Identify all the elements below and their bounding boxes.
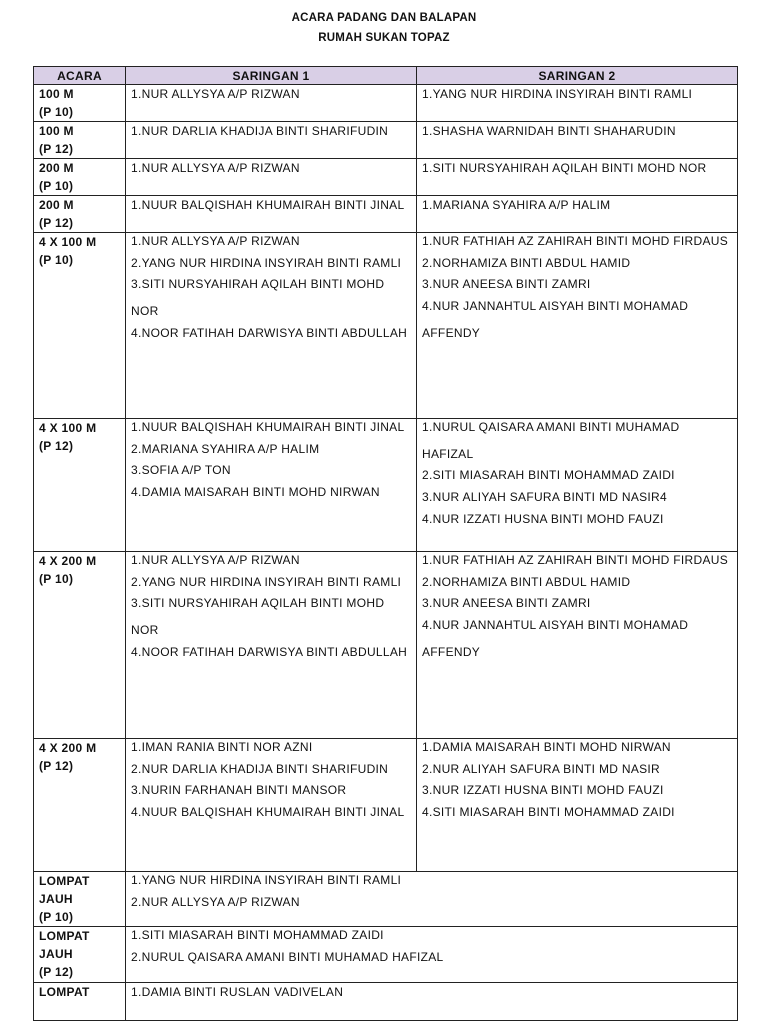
participant-name: 3.NURIN FARHANAH BINTI MANSOR: [131, 783, 347, 798]
saringan-2-cell: [417, 159, 738, 196]
participant-name: 4.SITI MIASARAH BINTI MOHAMMAD ZAIDI: [422, 805, 675, 820]
event-label: LOMPAT: [39, 929, 90, 943]
saringan-1-cell: [126, 122, 417, 159]
table-row: [34, 196, 738, 233]
participant-name: 1.NUUR BALQISHAH KHUMAIRAH BINTI JINAL: [131, 420, 405, 434]
event-label: 4 X 200 M: [39, 554, 97, 568]
saringan-2-cell: [417, 122, 738, 159]
table-header-row: [34, 67, 738, 85]
event-label: (P 12): [39, 439, 74, 453]
event-label: (P 10): [39, 253, 74, 267]
participants-cell: [126, 983, 738, 1021]
participant-name: 1.NURUL QAISARA AMANI BINTI MUHAMAD HAFIZAL: [422, 420, 680, 461]
event-cell: [34, 872, 126, 927]
participant-name: 3.NUR ALIYAH SAFURA BINTI MD NASIR4: [422, 490, 667, 505]
table-row: [34, 233, 738, 419]
column-header-saringan-2: SARINGAN 2: [417, 67, 738, 85]
participant-name: 2.SITI MIASARAH BINTI MOHAMMAD ZAIDI: [422, 468, 675, 483]
participant-name: 1.DAMIA MAISARAH BINTI MOHD NIRWAN: [422, 740, 671, 754]
saringan-2-cell: [417, 85, 738, 122]
event-label: (P 10): [39, 572, 74, 586]
participant-name: 1.SHASHA WARNIDAH BINTI SHAHARUDIN: [422, 124, 676, 138]
participant-name: 4.NOOR FATIHAH DARWISYA BINTI ABDULLAH: [131, 325, 408, 340]
event-label: JAUH: [39, 947, 73, 961]
event-label: 100 M: [39, 87, 74, 101]
participant-name: 1.NUR ALLYSYA A/P RIZWAN: [131, 161, 300, 175]
participant-name: 1.SITI MIASARAH BINTI MOHAMMAD ZAIDI: [131, 928, 384, 942]
participant-name: 3.SOFIA A/P TON: [131, 463, 231, 478]
participant-name: 3.NUR IZZATI HUSNA BINTI MOHD FAUZI: [422, 783, 664, 798]
participant-name: 2.YANG NUR HIRDINA INSYIRAH BINTI RAMLI: [131, 255, 402, 270]
participant-name: 3.SITI NURSYAHIRAH AQILAH BINTI MOHD NOR: [131, 596, 385, 638]
event-label: 4 X 200 M: [39, 741, 97, 755]
participant-name: 2.MARIANA SYAHIRA A/P HALIM: [131, 441, 320, 456]
event-label: LOMPAT: [39, 985, 90, 999]
events-table: [33, 66, 738, 1021]
table-row: [34, 419, 738, 552]
event-label: (P 10): [39, 910, 74, 924]
event-label: 4 X 100 M: [39, 235, 97, 249]
column-header-acara: ACARA: [34, 67, 126, 85]
event-cell: [34, 233, 126, 419]
event-cell: [34, 983, 126, 1021]
participant-name: 2.NUR DARLIA KHADIJA BINTI SHARIFUDIN: [131, 761, 389, 776]
participant-name: 1.NUR ALLYSYA A/P RIZWAN: [131, 234, 300, 248]
table-row: [34, 739, 738, 872]
event-cell: [34, 419, 126, 552]
participant-name: 2.NUR ALLYSYA A/P RIZWAN: [131, 894, 300, 909]
table-row: [34, 927, 738, 983]
participant-name: 1.NUR DARLIA KHADIJA BINTI SHARIFUDIN: [131, 124, 389, 138]
event-label: 100 M: [39, 124, 74, 138]
saringan-1-cell: [126, 419, 417, 552]
table-row: [34, 983, 738, 1021]
table-row: [34, 85, 738, 122]
participants-cell: [126, 927, 738, 983]
participant-name: 1.SITI NURSYAHIRAH AQILAH BINTI MOHD NOR: [422, 161, 707, 175]
participant-name: 4.NUR JANNAHTUL AISYAH BINTI MOHAMAD AFFENDY: [422, 299, 689, 340]
event-label: 200 M: [39, 198, 74, 212]
participant-name: 2.NURUL QAISARA AMANI BINTI MUHAMAD HAFIZAL: [131, 949, 444, 964]
participant-name: 4.NUR IZZATI HUSNA BINTI MOHD FAUZI: [422, 511, 664, 526]
event-cell: [34, 159, 126, 196]
participant-name: 1.NUUR BALQISHAH KHUMAIRAH BINTI JINAL: [131, 198, 405, 212]
saringan-1-cell: [126, 196, 417, 233]
participant-name: 1.NUR FATHIAH AZ ZAHIRAH BINTI MOHD FIRDAUS: [422, 234, 729, 248]
saringan-2-cell: [417, 552, 738, 739]
saringan-1-cell: [126, 739, 417, 872]
participant-name: 2.NORHAMIZA BINTI ABDUL HAMID: [422, 255, 631, 270]
event-label: (P 12): [39, 759, 74, 773]
saringan-2-cell: [417, 419, 738, 552]
participant-name: 1.MARIANA SYAHIRA A/P HALIM: [422, 198, 611, 212]
event-cell: [34, 196, 126, 233]
event-cell: [34, 927, 126, 983]
event-label: (P 10): [39, 179, 74, 193]
document-subtitle: RUMAH SUKAN TOPAZ: [318, 32, 450, 44]
event-label: (P 12): [39, 216, 74, 230]
saringan-2-cell: [417, 233, 738, 419]
participant-name: 4.NUR JANNAHTUL AISYAH BINTI MOHAMAD AFFENDY: [422, 618, 689, 659]
saringan-2-cell: [417, 196, 738, 233]
participant-name: 2.NORHAMIZA BINTI ABDUL HAMID: [422, 574, 631, 589]
participant-name: 4.DAMIA MAISARAH BINTI MOHD NIRWAN: [131, 485, 380, 500]
participant-name: 1.YANG NUR HIRDINA INSYIRAH BINTI RAMLI: [131, 873, 402, 887]
column-header-saringan-1: SARINGAN 1: [126, 67, 417, 85]
participant-name: 2.NUR ALIYAH SAFURA BINTI MD NASIR: [422, 761, 661, 776]
participant-name: 3.NUR ANEESA BINTI ZAMRI: [422, 596, 591, 611]
saringan-1-cell: [126, 233, 417, 419]
event-label: (P 12): [39, 142, 74, 156]
event-cell: [34, 85, 126, 122]
event-cell: [34, 552, 126, 739]
participant-name: 4.NOOR FATIHAH DARWISYA BINTI ABDULLAH: [131, 644, 408, 659]
participant-name: 3.SITI NURSYAHIRAH AQILAH BINTI MOHD NOR: [131, 277, 385, 319]
table-row: [34, 159, 738, 196]
event-label: JAUH: [39, 892, 73, 906]
participant-name: 1.NUR ALLYSYA A/P RIZWAN: [131, 553, 300, 567]
table-row: [34, 872, 738, 927]
participants-cell: [126, 872, 738, 927]
saringan-2-cell: [417, 739, 738, 872]
event-cell: [34, 122, 126, 159]
participant-name: 1.NUR ALLYSYA A/P RIZWAN: [131, 87, 300, 101]
table-body: [34, 85, 738, 1021]
participant-name: 4.NUUR BALQISHAH KHUMAIRAH BINTI JINAL: [131, 805, 405, 820]
table-row: [34, 122, 738, 159]
participant-name: 1.YANG NUR HIRDINA INSYIRAH BINTI RAMLI: [422, 87, 693, 101]
participant-name: 1.NUR FATHIAH AZ ZAHIRAH BINTI MOHD FIRDAUS: [422, 553, 729, 567]
participant-name: 1.IMAN RANIA BINTI NOR AZNI: [131, 740, 313, 754]
participant-name: 1.DAMIA BINTI RUSLAN VADIVELAN: [131, 985, 344, 999]
event-label: 200 M: [39, 161, 74, 175]
table-row: [34, 552, 738, 739]
event-label: (P 12): [39, 965, 74, 979]
participant-name: 2.YANG NUR HIRDINA INSYIRAH BINTI RAMLI: [131, 574, 402, 589]
document-title: ACARA PADANG DAN BALAPAN: [291, 12, 477, 24]
event-cell: [34, 739, 126, 872]
saringan-1-cell: [126, 159, 417, 196]
event-label: 4 X 100 M: [39, 421, 97, 435]
event-label: LOMPAT: [39, 874, 90, 888]
participant-name: 3.NUR ANEESA BINTI ZAMRI: [422, 277, 591, 292]
saringan-1-cell: [126, 552, 417, 739]
event-label: (P 10): [39, 105, 74, 119]
saringan-1-cell: [126, 85, 417, 122]
